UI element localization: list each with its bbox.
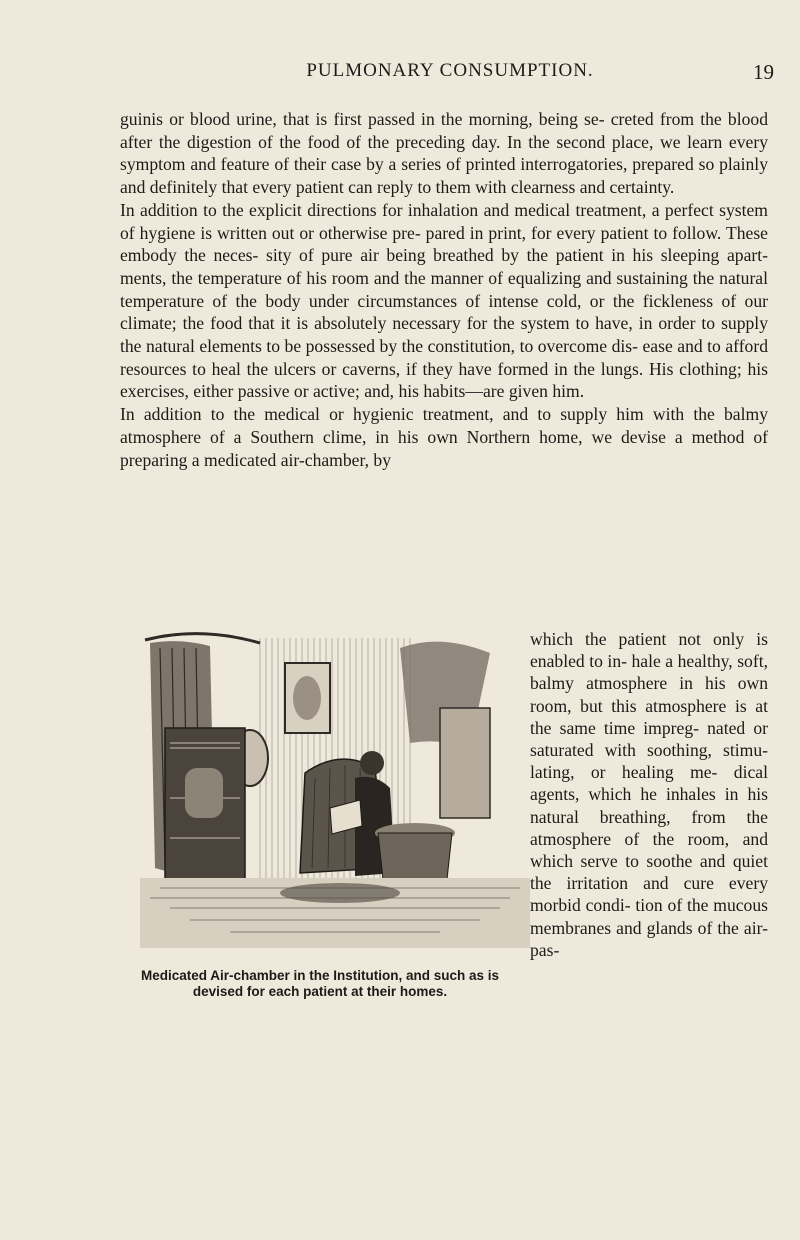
running-title: PULMONARY CONSUMPTION. <box>306 60 594 81</box>
paragraph-hygiene: In addition to the explicit directions for inhalation and medical treatment, a perfect system of hygiene is written out or otherwise pre- pared in print, for every patient to follow. These embody the neces- sity of pure air being breathed by the patient in his sleeping apart- ments, the temperature of his room and the manner of equalizing and sustaining the natural temperature of the body under circumstances of intense cold, or the fickleness of our climate; the food that it is absolutely necessary for the system to have, in order to supply the natural elements to be possessed by the constitution, to overcome dis- ease and to afford resources to heal the ulcers or caverns, if they have formed in the lungs. His clothing; his exercises, either passive or active; and, his habits—are given him. <box>120 199 768 402</box>
engraving-air-chamber-illustration <box>140 628 530 948</box>
running-head <box>120 60 780 90</box>
body-text <box>120 108 768 471</box>
paragraph-air-chamber: In addition to the medical or hygienic treatment, and to supply him with the balmy atmosphere of a Southern clime, in his own Northern home, we devise a method of preparing a medicated air-chamber, by <box>120 404 768 470</box>
paragraph-continuation: guinis or blood urine, that is first passed in the morning, being se- creted from the blood after the digestion of the food of the preceding day. In the second place, we learn every symptom and feature of their case by a series of printed interrogatories, prepared so plainly and definitely that every patient can reply to them with clearness and certainty. <box>120 109 768 198</box>
figure-caption: Medicated Air-chamber in the Institution, and such as is devised for each patient at their homes. <box>140 968 500 999</box>
figure-block <box>120 628 768 1188</box>
wrapped-paragraph-text: which the patient not only is enabled to in- hale a healthy, soft, balmy atmosphere in his own room, but this atmosphere is at the same time impreg- nated or saturated with soothing, stimu- lating, or healing me- dical agents, which he inhales in his natural breathing, from the atmosphere of the room, and which serve to soothe and quiet the irritation and cure every morbid condi- tion of the mucous membranes and glands of the air-pas- <box>530 629 768 960</box>
page-number: 19 <box>753 60 774 84</box>
